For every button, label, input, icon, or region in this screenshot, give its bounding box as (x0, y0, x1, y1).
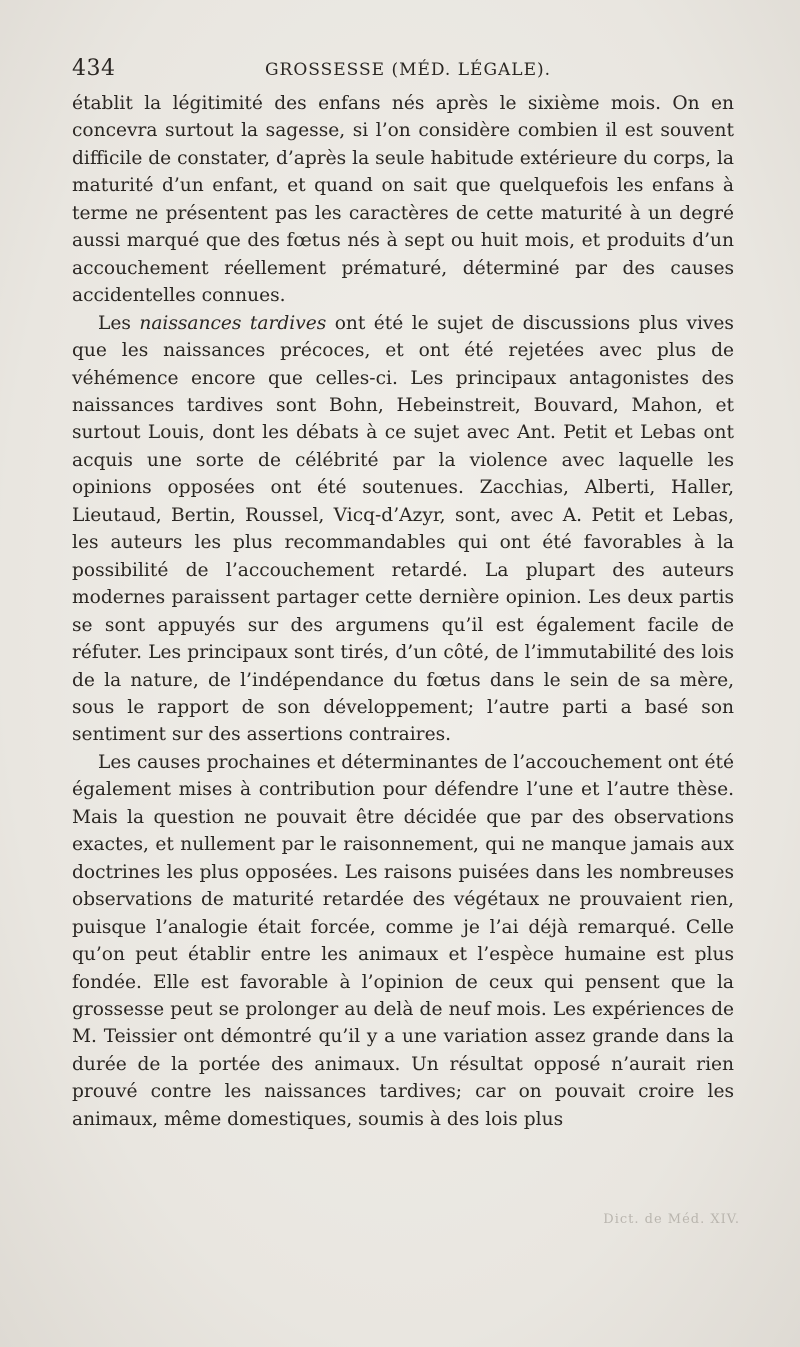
italic-term: naissances tardives (139, 312, 327, 334)
page-header (72, 56, 744, 92)
paragraph-naissances-tardives (72, 310, 734, 749)
paragraph-continuation (72, 90, 734, 310)
paragraph-causes (72, 749, 734, 1133)
paragraph-text: ont été le sujet de discussions plus vives que les naissances précoces, et ont été rejetées avec plus de véhémence encore que celles-ci. Les principaux antagonistes des naissances tardives sont Bohn, Hebeinstreit, Bouvard, Mahon, et surtout Louis, dont les débats à ce sujet avec Ant. Petit et Lebas ont acquis une sorte de célébrité par la violence avec laquelle les opinions opposées ont été soutenues. Zacchias, Alberti, Haller, Lieutaud, Bertin, Roussel, Vicq-d’Azyr, sont, avec A. Petit et Lebas, les auteurs les plus recommandables qui ont été favorables à la possibilité de l’accouchement retardé. La plupart des auteurs modernes paraissent partager cette dernière opinion. Les deux partis se sont appuyés sur des argumens qu’il est également facile de réfuter. Les principaux sont tirés, d’un côté, de l’immutabilité des lois de la nature, de l’indépendance du fœtus dans le sein de sa mère, sous le rapport de son développement; l’autre parti a basé son sentiment sur des assertions contraires. (72, 312, 734, 746)
body-text (72, 90, 734, 1133)
bleed-through-text: Dict. de Méd. XIV. (603, 1212, 740, 1227)
paragraph-text: Les (98, 312, 140, 334)
paragraph-text: Les causes prochaines et déterminantes de l’accouchement ont été également mises à contribution pour défendre l’une et l’autre thèse. Mais la question ne pouvait être décidée que par des observations exactes, et nullement par le raisonnement, qui ne manque jamais aux doctrines les plus opposées. Les raisons puisées dans les nombreuses observations de maturité retardée des végétaux ne prouvaient rien, puisque l’analogie était forcée, comme je l’ai déjà remarqué. Celle qu’on peut établir entre les animaux et l’espèce humaine est plus fondée. Elle est favorable à l’opinion de ceux qui pensent que la grossesse peut se prolonger au delà de neuf mois. Les expériences de M. Teissier ont démontré qu’il y a une variation assez grande dans la durée de la portée des animaux. Un résultat opposé n’aurait rien prouvé contre les naissances tardives; car on pouvait croire les animaux, même domestiques, soumis à des lois plus (72, 751, 734, 1130)
page-number: 434 (72, 56, 116, 81)
running-head: GROSSESSE (MÉD. LÉGALE). (264, 60, 552, 80)
paragraph-text: établit la légitimité des enfans nés après le sixième mois. On en concevra surtout la sagesse, si l’on considère combien il est souvent difficile de constater, d’après la seule habitude extérieure du corps, la maturité d’un enfant, et quand on sait que quelquefois les enfans à terme ne présentent pas les caractères de cette maturité à un degré aussi marqué que des fœtus nés à sept ou huit mois, et produits d’un accouchement réellement prématuré, déterminé par des causes accidentelles connues. (72, 93, 734, 307)
